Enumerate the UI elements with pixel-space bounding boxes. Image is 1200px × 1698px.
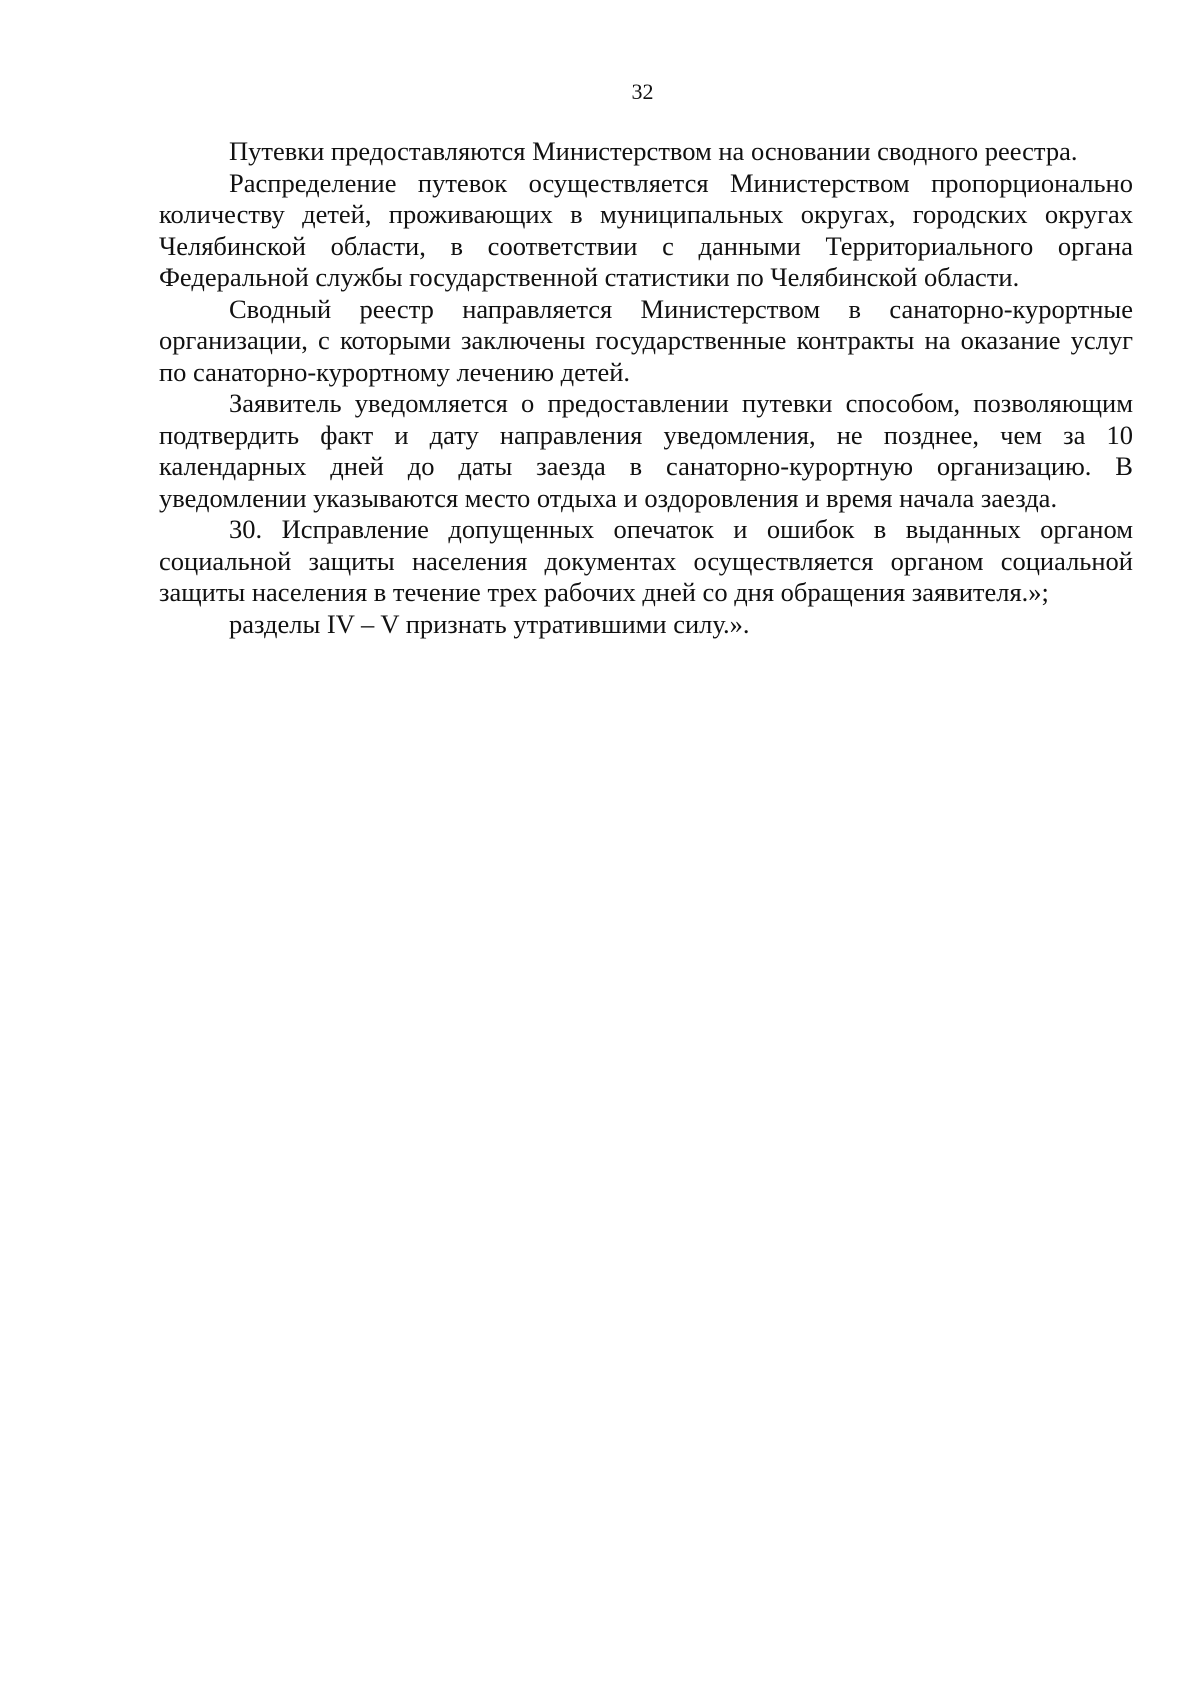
paragraph-item-30-corrections: 30. Исправление допущенных опечаток и ошибок в выданных органом социальной защиты населения документах осуществляется органом социальной защиты населения в течение трех рабочих дней со дня обращения заявителя.»; xyxy=(159,514,1133,607)
paragraph-voucher-distribution: Распределение путевок осуществляется Министерством пропорционально количеству детей, проживающих в муниципальных округах, городских округах Челябинской области, в соответствии с данными Территориального органа Федеральной службы государственной статистики по Челябинской области. xyxy=(159,167,1133,292)
document-body xyxy=(159,136,1133,640)
paragraph-applicant-notification: Заявитель уведомляется о предоставлении путевки способом, позволяющим подтвердить факт и дату направления уведомления, не позднее, чем за 10 календарных дней до даты заезда в санаторно-курортную организацию. В уведомлении указываются место отдыха и оздоровления и время начала заезда. xyxy=(159,388,1133,513)
paragraph-vouchers-provided: Путевки предоставляются Министерством на основании сводного реестра. xyxy=(229,136,1078,166)
paragraph-summary-registry: Сводный реестр направляется Министерством в санаторно-курортные организации, с которыми заключены государственные контракты на оказание услуг по санаторно-курортному лечению детей. xyxy=(159,293,1133,387)
paragraph-sections-repealed: разделы IV – V признать утратившими силу.». xyxy=(229,608,750,639)
page-number: 32 xyxy=(631,79,654,104)
